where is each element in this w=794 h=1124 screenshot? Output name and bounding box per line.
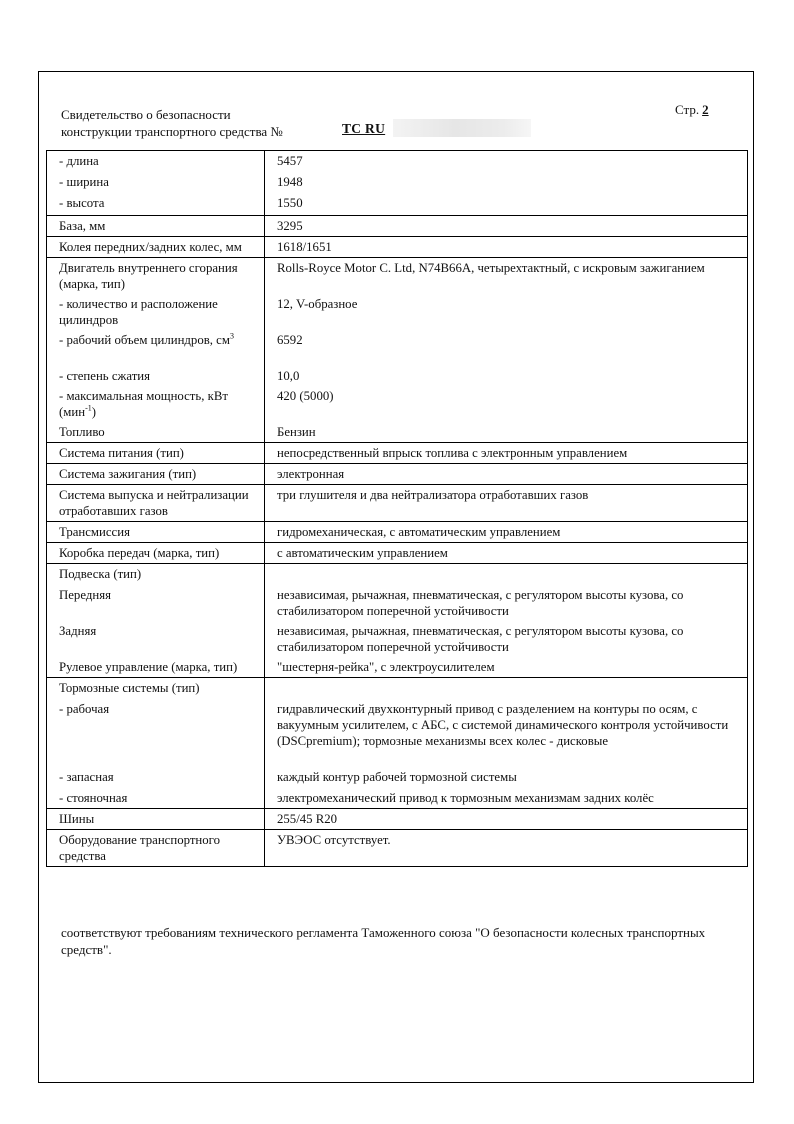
brakes-label: Тормозные системы (тип) [59,681,200,695]
front-suspension-label: Передняя [59,588,111,602]
header-title [61,106,283,140]
track-label: Колея передних/задних колес, мм [47,237,265,258]
parking-brake-label: - стояночная [59,791,128,805]
height-label: - высота [59,196,105,210]
rear-suspension-value: независимая, рычажная, пневматическая, с регулятором высоты кузова, со стабилизатором поперечной устойчивости [277,624,684,654]
equipment-label: Оборудование транспортного средства [47,830,265,867]
table-row [47,543,748,564]
rear-suspension-label: Задняя [59,624,97,638]
front-suspension-value: независимая, рычажная, пневматическая, с регулятором высоты кузова, со стабилизатором поперечной устойчивости [277,588,684,618]
gearbox-value: с автоматическим управлением [265,543,748,564]
ignition-label: Система зажигания (тип) [47,464,265,485]
exhaust-label: Система выпуска и нейтрализации отработавших газов [47,485,265,522]
power-value: 420 (5000) [277,389,334,403]
table-row [47,522,748,543]
equipment-value: УВЭОС отсутствует. [265,830,748,867]
suspension-label: Подвеска (тип) [59,567,142,581]
table-row [47,485,748,522]
table-row [47,678,748,809]
spare-brake-value: каждый контур рабочей тормозной системы [277,770,517,784]
table-row [47,830,748,867]
page-number: 2 [702,102,709,117]
base-label: База, мм [47,216,265,237]
width-label: - ширина [59,175,109,189]
page-label: Стр. [675,102,700,117]
transmission-value: гидромеханическая, с автоматическим управлением [265,522,748,543]
table-row [47,216,748,237]
compression-value: 10,0 [277,369,300,383]
volume-label: - рабочий объем цилиндров, $см^3$ [59,331,234,347]
table-row [47,151,748,216]
fuel-system-label: Система питания (тип) [47,443,265,464]
fuel-system-value: непосредственный впрыск топлива с электронным управлением [265,443,748,464]
table-row [47,464,748,485]
width-value: 1948 [277,175,303,189]
header-line-1: Свидетельство о безопасности [61,107,231,122]
header-line-2: конструкции транспортного средства № [61,124,283,139]
exhaust-value: три глушителя и два нейтрализатора отработавших газов [265,485,748,522]
table-row [47,237,748,258]
length-label: - длина [59,154,99,168]
fuel-label: Топливо [59,425,105,439]
page-indicator [675,102,709,118]
steering-label: Рулевое управление (марка, тип) [59,660,238,674]
steering-value: "шестерня-рейка", с электроусилителем [277,660,495,674]
spare-brake-label: - запасная [59,770,114,784]
fuel-value: Бензин [277,425,316,439]
volume-value: 6592 [277,333,303,347]
tires-value: 255/45 R20 [265,809,748,830]
height-value: 1550 [277,196,303,210]
redacted-number [393,119,531,137]
parking-brake-value: электромеханический привод к тормозным механизмам задних колёс [277,791,654,805]
tires-label: Шины [47,809,265,830]
spec-table [46,150,748,867]
table-row [47,809,748,830]
engine-label: Двигатель внутреннего сгорания (марка, тип) [59,261,238,291]
track-value: 1618/1651 [265,237,748,258]
table-row [47,564,748,678]
service-brake-value: гидравлический двухконтурный привод с разделением на контуры по осям, с вакуумным усилителем, с АБС, с системой динамического контроля устойчивости (DSCpremium); тормозные механизмы всех колес - дисковые [277,702,729,748]
length-value: 5457 [277,154,303,168]
base-value: 3295 [265,216,748,237]
table-row [47,443,748,464]
compression-label: - степень сжатия [59,369,151,383]
cylinders-value: 12, V-образное [277,297,358,311]
transmission-label: Трансмиссия [47,522,265,543]
service-brake-label: - рабочая [59,702,110,716]
compliance-statement: соответствуют требованиям технического регламента Таможенного союза "О безопасности колесных транспортных средств". [61,925,706,957]
gearbox-label: Коробка передач (марка, тип) [47,543,265,564]
ignition-value: электронная [265,464,748,485]
table-row [47,258,748,443]
power-label: - максимальная мощность, кВт (мин$^{-1}$) [59,389,228,419]
certificate-number: ТС RU [342,121,386,136]
cylinders-label: - количество и расположение цилиндров [59,297,218,327]
engine-value: Rolls-Royce Motor C. Ltd, N74B66A, четырехтактный, с искровым зажиганием [277,261,705,275]
